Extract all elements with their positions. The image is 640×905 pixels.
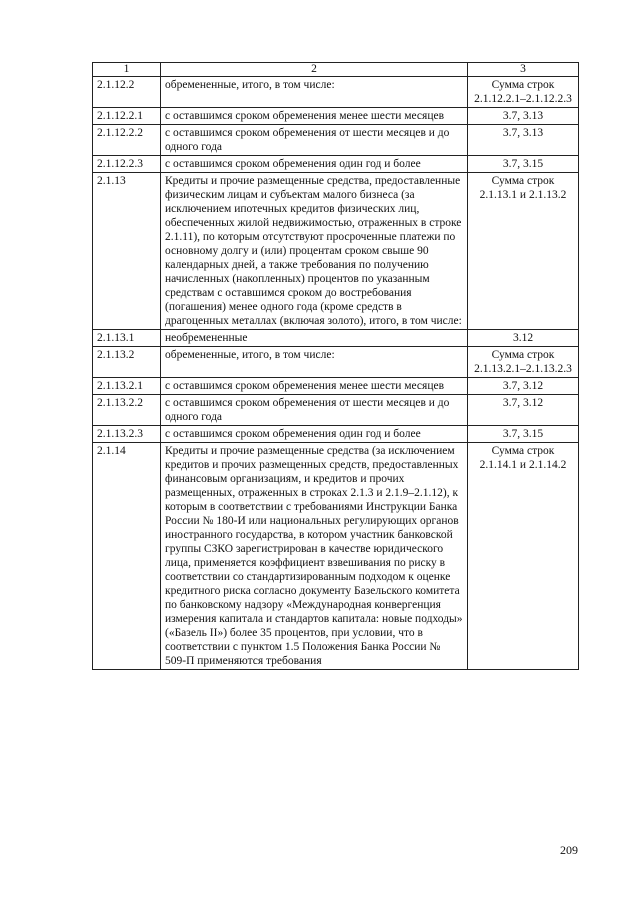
row-description: с оставшимся сроком обременения от шести месяцев и до одного года xyxy=(161,395,468,426)
row-code: 2.1.12.2.3 xyxy=(93,156,161,173)
row-code: 2.1.13.1 xyxy=(93,330,161,347)
row-code: 2.1.13.2.2 xyxy=(93,395,161,426)
table-row xyxy=(93,125,579,156)
row-reference: Сумма строк 2.1.14.1 и 2.1.14.2 xyxy=(468,443,579,670)
table-row xyxy=(93,156,579,173)
row-reference: Сумма строк 2.1.12.2.1–2.1.12.2.3 xyxy=(468,77,579,108)
row-code: 2.1.12.2.1 xyxy=(93,108,161,125)
row-reference: 3.7, 3.15 xyxy=(468,156,579,173)
row-code: 2.1.12.2.2 xyxy=(93,125,161,156)
row-code: 2.1.12.2 xyxy=(93,77,161,108)
table-row xyxy=(93,347,579,378)
row-description: с оставшимся сроком обременения один год и более xyxy=(161,426,468,443)
data-table xyxy=(92,62,579,670)
row-code: 2.1.13.2.3 xyxy=(93,426,161,443)
row-description: необремененные xyxy=(161,330,468,347)
row-description: с оставшимся сроком обременения менее шести месяцев xyxy=(161,378,468,395)
table-row xyxy=(93,395,579,426)
row-reference: 3.7, 3.12 xyxy=(468,378,579,395)
row-code: 2.1.14 xyxy=(93,443,161,670)
row-reference: 3.12 xyxy=(468,330,579,347)
table-row xyxy=(93,426,579,443)
row-description: с оставшимся сроком обременения один год и более xyxy=(161,156,468,173)
row-description: обремененные, итого, в том числе: xyxy=(161,347,468,378)
row-reference: Сумма строк 2.1.13.2.1–2.1.13.2.3 xyxy=(468,347,579,378)
page-number: 209 xyxy=(560,843,578,857)
row-description: с оставшимся сроком обременения от шести месяцев и до одного года xyxy=(161,125,468,156)
header-row xyxy=(93,63,579,77)
row-reference: 3.7, 3.12 xyxy=(468,395,579,426)
table-row xyxy=(93,173,579,330)
row-reference: 3.7, 3.15 xyxy=(468,426,579,443)
row-reference: 3.7, 3.13 xyxy=(468,125,579,156)
table-row xyxy=(93,77,579,108)
row-description: Кредиты и прочие размещенные средства (за исключением кредитов и прочих размещенных средств, предоставленных финансовым организациям, и кредитов и прочих размещенных, отраженных в строках 2.1.3 и 2.1.9–2.1.12), к которым в соответствии с требованиями Инструкции Банка России № 180-И или национальных регулирующих органов иностранного государства, в котором участник банковской группы СЗКО зарегистрирован в качестве юридического лица, применяется коэффициент взвешивания по риску в соответствии со стандартизированным подходом к оценке кредитного риска согласно документу Базельского комитета по банковскому надзору «Международная конвергенция измерения капитала и стандартов капитала: новые подходы» («Базель II») более 35 процентов, при условии, что в соответствии с пунктом 1.5 Положения Банка России № 509-П применяются требования xyxy=(161,443,468,670)
row-description: Кредиты и прочие размещенные средства, предоставленные физическим лицам и субъектам малого бизнеса (за исключением ипотечных кредитов физических лиц, обеспеченных жилой недвижимостью, отраженных в строке 2.1.11), по которым отсутствуют просроченные платежи по основному долгу и (или) процентам сроком свыше 90 календарных дней, а также требования по получению начисленных (накопленных) процентов по указанным средствам с оставшимся сроком до востребования (погашения) менее одного года (кроме средств в драгоценных металлах (включая золото), итого, в том числе: xyxy=(161,173,468,330)
row-code: 2.1.13.2.1 xyxy=(93,378,161,395)
table-row xyxy=(93,378,579,395)
row-description: обремененные, итого, в том числе: xyxy=(161,77,468,108)
table-row xyxy=(93,330,579,347)
row-reference: 3.7, 3.13 xyxy=(468,108,579,125)
row-description: с оставшимся сроком обременения менее шести месяцев xyxy=(161,108,468,125)
row-code: 2.1.13.2 xyxy=(93,347,161,378)
table-row xyxy=(93,443,579,670)
row-reference: Сумма строк 2.1.13.1 и 2.1.13.2 xyxy=(468,173,579,330)
column-header-3: 3 xyxy=(468,63,579,77)
column-header-2: 2 xyxy=(161,63,468,77)
row-code: 2.1.13 xyxy=(93,173,161,330)
column-header-1: 1 xyxy=(93,63,161,77)
table-row xyxy=(93,108,579,125)
